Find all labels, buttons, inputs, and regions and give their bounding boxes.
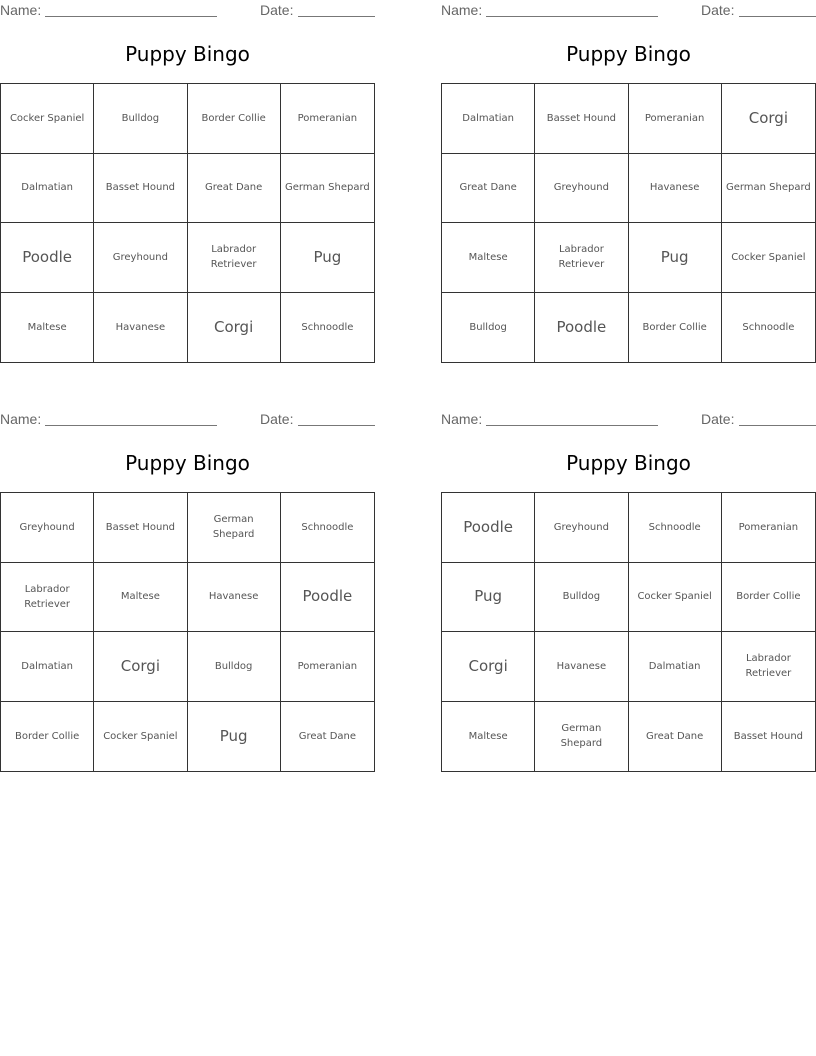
name-field[interactable] xyxy=(45,425,217,426)
name-field[interactable] xyxy=(45,16,217,17)
bingo-cell: Basset Hound xyxy=(535,84,628,154)
bingo-cell: Great Dane xyxy=(442,154,535,224)
bingo-cell: German Shepard xyxy=(188,493,281,563)
date-label: Date: xyxy=(701,2,735,18)
name-date-row xyxy=(0,0,375,22)
name-label: Name: xyxy=(441,411,483,427)
bingo-cell: Border Collie xyxy=(629,293,722,363)
bingo-cell: Labrador Retriever xyxy=(188,223,281,293)
bingo-cell: Havanese xyxy=(188,563,281,633)
bingo-cell: Maltese xyxy=(1,293,94,363)
date-field[interactable] xyxy=(739,425,816,426)
bingo-cell: Labrador Retriever xyxy=(722,632,815,702)
card-title: Puppy Bingo xyxy=(125,42,250,66)
bingo-cell: Great Dane xyxy=(188,154,281,224)
bingo-cell: Schnoodle xyxy=(629,493,722,563)
bingo-cell: Labrador Retriever xyxy=(1,563,94,633)
date-label: Date: xyxy=(260,411,294,427)
bingo-cell: Greyhound xyxy=(535,493,628,563)
bingo-cell: Bulldog xyxy=(94,84,187,154)
bingo-cell: Corgi xyxy=(442,632,535,702)
bingo-card xyxy=(441,409,816,750)
bingo-cell: Labrador Retriever xyxy=(535,223,628,293)
bingo-cell: Dalmatian xyxy=(629,632,722,702)
bingo-cell: German Shepard xyxy=(722,154,815,224)
bingo-cell: Greyhound xyxy=(535,154,628,224)
name-label: Name: xyxy=(441,2,483,18)
bingo-cell: Poodle xyxy=(442,493,535,563)
bingo-cell: Dalmatian xyxy=(1,154,94,224)
bingo-cell: Pomeranian xyxy=(629,84,722,154)
bingo-cell: Poodle xyxy=(281,563,374,633)
bingo-cell: Havanese xyxy=(94,293,187,363)
name-date-row xyxy=(441,0,816,22)
bingo-grid xyxy=(0,83,375,363)
date-field[interactable] xyxy=(298,16,375,17)
name-field[interactable] xyxy=(486,16,658,17)
bingo-grid xyxy=(441,83,816,363)
bingo-card xyxy=(0,409,375,745)
bingo-card xyxy=(0,0,375,336)
date-field[interactable] xyxy=(298,425,375,426)
bingo-card xyxy=(441,0,816,336)
bingo-cell: Cocker Spaniel xyxy=(722,223,815,293)
card-title: Puppy Bingo xyxy=(566,42,691,66)
bingo-cell: Bulldog xyxy=(442,293,535,363)
bingo-cell: Havanese xyxy=(629,154,722,224)
bingo-cell: Pug xyxy=(629,223,722,293)
bingo-cell: Border Collie xyxy=(1,702,94,772)
bingo-cell: Pug xyxy=(281,223,374,293)
bingo-cell: Maltese xyxy=(442,223,535,293)
date-field[interactable] xyxy=(739,16,816,17)
bingo-cell: Havanese xyxy=(535,632,628,702)
bingo-cell: Pug xyxy=(188,702,281,772)
bingo-cell: Border Collie xyxy=(188,84,281,154)
bingo-cell: Maltese xyxy=(442,702,535,772)
bingo-cell: German Shepard xyxy=(281,154,374,224)
bingo-grid xyxy=(0,492,375,772)
bingo-cell: Corgi xyxy=(188,293,281,363)
bingo-cell: Pomeranian xyxy=(281,632,374,702)
bingo-cell: Bulldog xyxy=(188,632,281,702)
bingo-cell: Pug xyxy=(442,563,535,633)
bingo-cell: Great Dane xyxy=(298,730,357,742)
bingo-cell: Basset Hound xyxy=(94,493,187,563)
name-label: Name: xyxy=(0,2,42,18)
card-title: Puppy Bingo xyxy=(566,451,691,475)
bingo-cell: Poodle xyxy=(1,223,94,293)
bingo-cell: Pomeranian xyxy=(281,84,374,154)
bingo-cell: Cocker Spaniel xyxy=(629,563,722,633)
date-label: Date: xyxy=(701,411,735,427)
card-title: Puppy Bingo xyxy=(125,451,250,475)
bingo-cell: Schnoodle xyxy=(281,493,374,563)
bingo-cell: Great Dane xyxy=(629,702,722,772)
bingo-cell: Bulldog xyxy=(535,563,628,633)
bingo-cell: Corgi xyxy=(94,632,187,702)
bingo-cell: Schnoodle xyxy=(742,321,795,333)
name-date-row xyxy=(0,409,375,431)
bingo-cell: Cocker Spaniel xyxy=(1,84,94,154)
bingo-cell: German Shepard xyxy=(535,702,628,772)
bingo-cell: Cocker Spaniel xyxy=(94,702,187,772)
bingo-cell: Greyhound xyxy=(1,493,94,563)
bingo-cell: Dalmatian xyxy=(1,632,94,702)
bingo-cell: Maltese xyxy=(94,563,187,633)
name-label: Name: xyxy=(0,411,42,427)
bingo-cell: Schnoodle xyxy=(301,321,354,333)
date-label: Date: xyxy=(260,2,294,18)
bingo-cell: Pomeranian xyxy=(722,493,815,563)
name-date-row xyxy=(441,409,816,431)
bingo-cell: Border Collie xyxy=(722,563,815,633)
bingo-cell: Basset Hound xyxy=(733,730,804,742)
name-field[interactable] xyxy=(486,425,658,426)
bingo-cell: Dalmatian xyxy=(442,84,535,154)
bingo-cell: Poodle xyxy=(535,293,628,363)
bingo-cell: Basset Hound xyxy=(94,154,187,224)
bingo-grid xyxy=(441,492,816,772)
bingo-cell: Corgi xyxy=(722,84,815,154)
bingo-cell: Greyhound xyxy=(94,223,187,293)
